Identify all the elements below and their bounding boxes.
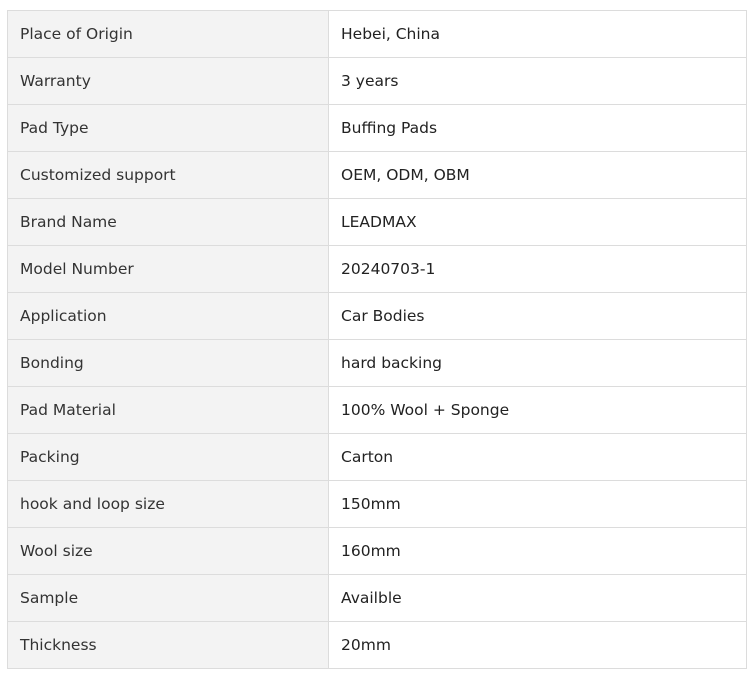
spec-value-sample: Availble: [329, 575, 747, 622]
spec-table-body: [8, 11, 747, 669]
spec-label-customized-support: Customized support: [8, 152, 329, 199]
table-row: [8, 11, 747, 58]
spec-value-place-of-origin: Hebei, China: [329, 11, 747, 58]
spec-label-warranty: Warranty: [8, 58, 329, 105]
spec-label-thickness: Thickness: [8, 622, 329, 669]
spec-label-bonding: Bonding: [8, 340, 329, 387]
spec-label-place-of-origin: Place of Origin: [8, 11, 329, 58]
table-row: [8, 246, 747, 293]
spec-value-wool-size: 160mm: [329, 528, 747, 575]
spec-value-bonding: hard backing: [329, 340, 747, 387]
table-row: [8, 622, 747, 669]
spec-label-sample: Sample: [8, 575, 329, 622]
spec-label-packing: Packing: [8, 434, 329, 481]
spec-label-pad-material: Pad Material: [8, 387, 329, 434]
table-row: [8, 152, 747, 199]
spec-value-warranty: 3 years: [329, 58, 747, 105]
spec-value-thickness: 20mm: [329, 622, 747, 669]
spec-label-model-number: Model Number: [8, 246, 329, 293]
product-spec-table: [7, 10, 747, 669]
table-row: [8, 105, 747, 152]
spec-value-application: Car Bodies: [329, 293, 747, 340]
table-row: [8, 528, 747, 575]
spec-label-wool-size: Wool size: [8, 528, 329, 575]
spec-value-pad-type: Buffing Pads: [329, 105, 747, 152]
table-row: [8, 481, 747, 528]
spec-value-packing: Carton: [329, 434, 747, 481]
spec-value-brand-name: LEADMAX: [329, 199, 747, 246]
table-row: [8, 293, 747, 340]
table-row: [8, 575, 747, 622]
spec-value-pad-material: 100% Wool + Sponge: [329, 387, 747, 434]
spec-value-hook-and-loop-size: 150mm: [329, 481, 747, 528]
table-row: [8, 199, 747, 246]
table-row: [8, 340, 747, 387]
spec-label-pad-type: Pad Type: [8, 105, 329, 152]
table-row: [8, 434, 747, 481]
spec-label-hook-and-loop-size: hook and loop size: [8, 481, 329, 528]
spec-value-model-number: 20240703-1: [329, 246, 747, 293]
spec-label-application: Application: [8, 293, 329, 340]
table-row: [8, 58, 747, 105]
spec-value-customized-support: OEM, ODM, OBM: [329, 152, 747, 199]
table-row: [8, 387, 747, 434]
spec-label-brand-name: Brand Name: [8, 199, 329, 246]
